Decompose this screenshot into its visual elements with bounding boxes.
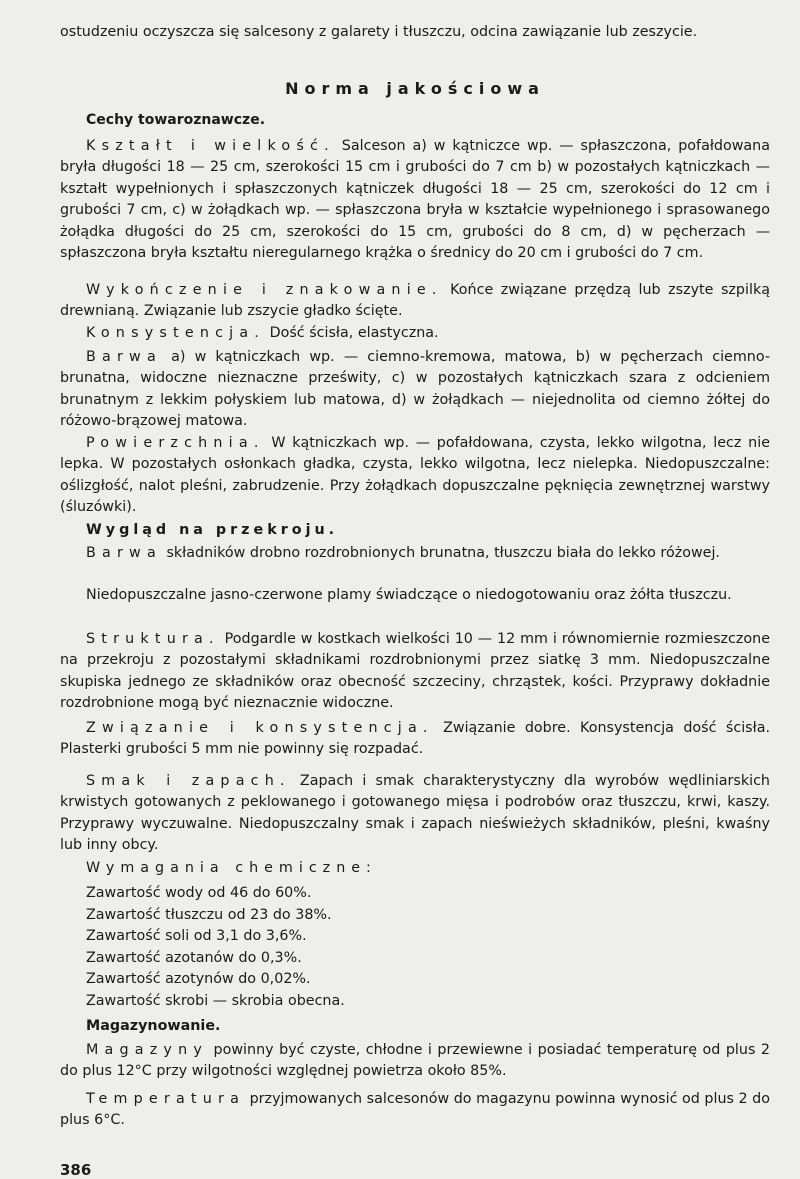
list-item: Zawartość tłuszczu od 23 do 38%. [86,906,332,923]
term-structure: Struktura. [86,631,220,647]
term-temperature: Temperatura [86,1091,246,1107]
text-shape-size: Salceson a) w kątniczce wp. — spłaszczona, pofałdowana bryła długości 18 — 25 cm, szerokości 15 cm i grubości do 7 cm b) w pozostałych kątniczkach — kształt wypełnionych i spłaszczonych kątniczek długości 18 — 25 cm, szerokości do 12 cm i grubości 7 cm, c) w żołądkach wp. — spłaszczona bryła w kształcie wypełnionego i sprasowanego żołądka długości do 25 cm, szerokości do 15 cm, grubości do 8 cm, d) w pęcherzach — spłaszczona bryła kształtu nieregularnego krążka o średnicy do 20 cm i grubości do 7 cm. [60,138,771,262]
paragraph-finishing [60,280,770,323]
list-item: Zawartość soli od 3,1 do 3,6%. [86,928,307,945]
term-warehouses: Magazyny [86,1042,209,1058]
term-consistency: Konsystencja. [86,325,266,341]
text-finishing: Końce związane przędzą lub zszyte szpilką drewnianą. Związanie lub zszycie gładko ścięte. [60,282,770,320]
paragraph-consistency [60,323,770,344]
paragraph-structure [60,629,770,715]
text-taste-smell: Zapach i smak charakterystyczny dla wyrobów wędliniarskich krwistych gotowanych z peklowanego i gotowanego mięsa i podrobów oraz tłuszczu, krwi, kaszy. Przyprawy wyczuwalne. Niedopuszczalny smak i zapach nieświeżych składników, pleśni, kwaśny lub inny obcy. [60,773,770,854]
paragraph-warehouses [60,1040,770,1083]
text-section-color: składników drobno rozdrobnionych brunatna, tłuszczu biała do lekko różowej. [166,545,720,561]
term-section-color: Barwa [86,545,162,561]
section-heading-features: Cechy towaroznawcze. [86,112,266,128]
text-binding: Związanie dobre. Konsystencja dość ścisła. Plasterki grubości 5 mm nie powinny się rozpadać. [60,720,770,758]
text-warehouses: powinny być czyste, chłodne i przewiewne i posiadać temperaturę od plus 2 do plus 12°C przy wilgotności względnej powietrza około 85%. [60,1042,770,1080]
paragraph-unacceptable: Niedopuszczalne jasno-czerwone plamy świadczące o niedogotowaniu oraz żółta tłuszczu. [86,587,732,603]
page-number: 386 [60,1161,92,1179]
text-structure: Podgardle w kostkach wielkości 10 — 12 mm i równomiernie rozmieszczone na przekroju z pozostałymi składnikami rozdrobnionymi przez siatkę 3 mm. Niedopuszczalne skupiska jednego ze składników oraz obecność szczeciny, chrząstek, kości. Przyprawy dokładnie rozdrobnione mogą być nieznacznie widoczne. [60,631,771,712]
term-shape-size: Kształt i wielkość. [86,138,335,154]
chemical-requirements-list [86,883,586,1013]
list-item: Zawartość skrobi — skrobia obecna. [86,992,345,1009]
intro-text: ostudzeniu oczyszcza się salcesony z galarety i tłuszczu, odcina zawiązanie lub zeszycie. [60,24,698,40]
term-surface: Powierzchnia. [86,435,265,451]
paragraph-surface [60,433,770,519]
paragraph-shape-size [60,136,770,264]
paragraph-section-color [60,543,770,564]
term-binding: Związanie i konsystencja. [86,720,434,736]
text-temperature: przyjmowanych salcesonów do magazynu powinna wynosić od plus 2 do plus 6°C. [60,1091,770,1129]
paragraph-temperature [60,1089,770,1132]
section-heading-chemical: Wymagania chemiczne: [86,860,377,876]
section-heading-storage: Magazynowanie. [86,1018,221,1034]
section-heading-cross-section: Wygląd na przekroju. [86,522,339,538]
paragraph-color [60,347,770,433]
text-surface: W kątniczkach wp. — pofałdowana, czysta, lekko wilgotna, lecz nie lepka. W pozostałych osłonkach gładka, czysta, lekko wilgotna, lecz nielepka. Niedopuszczalne: oślizgłość, nalot pleśni, zabrudzenie. Przy żołądkach dopuszczalne pęknięcia zewnętrznej warstwy (śluzówki). [60,435,770,516]
paragraph-binding [60,718,770,761]
text-color: a) w kątniczkach wp. — ciemno-kremowa, matowa, b) w pęcherzach ciemno-brunatna, widoczne nieznaczne prześwity, c) w pozostałych kątniczkach szara z odcieniem brunatnym z lekkim połyskiem lub matowa, d) w żołądkach — niejednolita od ciemno żółtej do różowo-brązowej matowa. [60,349,770,430]
text-consistency: Dość ścisła, elastyczna. [269,325,439,341]
list-item: Zawartość azotanów do 0,3%. [86,949,302,966]
term-finishing: Wykończenie i znakowanie. [86,282,443,298]
list-item: Zawartość azotynów do 0,02%. [86,971,311,988]
term-taste-smell: Smak i zapach. [86,773,291,789]
page-title: Norma jakościowa [285,79,545,98]
list-item: Zawartość wody od 46 do 60%. [86,885,312,901]
term-color: Barwa [86,349,162,365]
paragraph-taste-smell [60,771,770,857]
